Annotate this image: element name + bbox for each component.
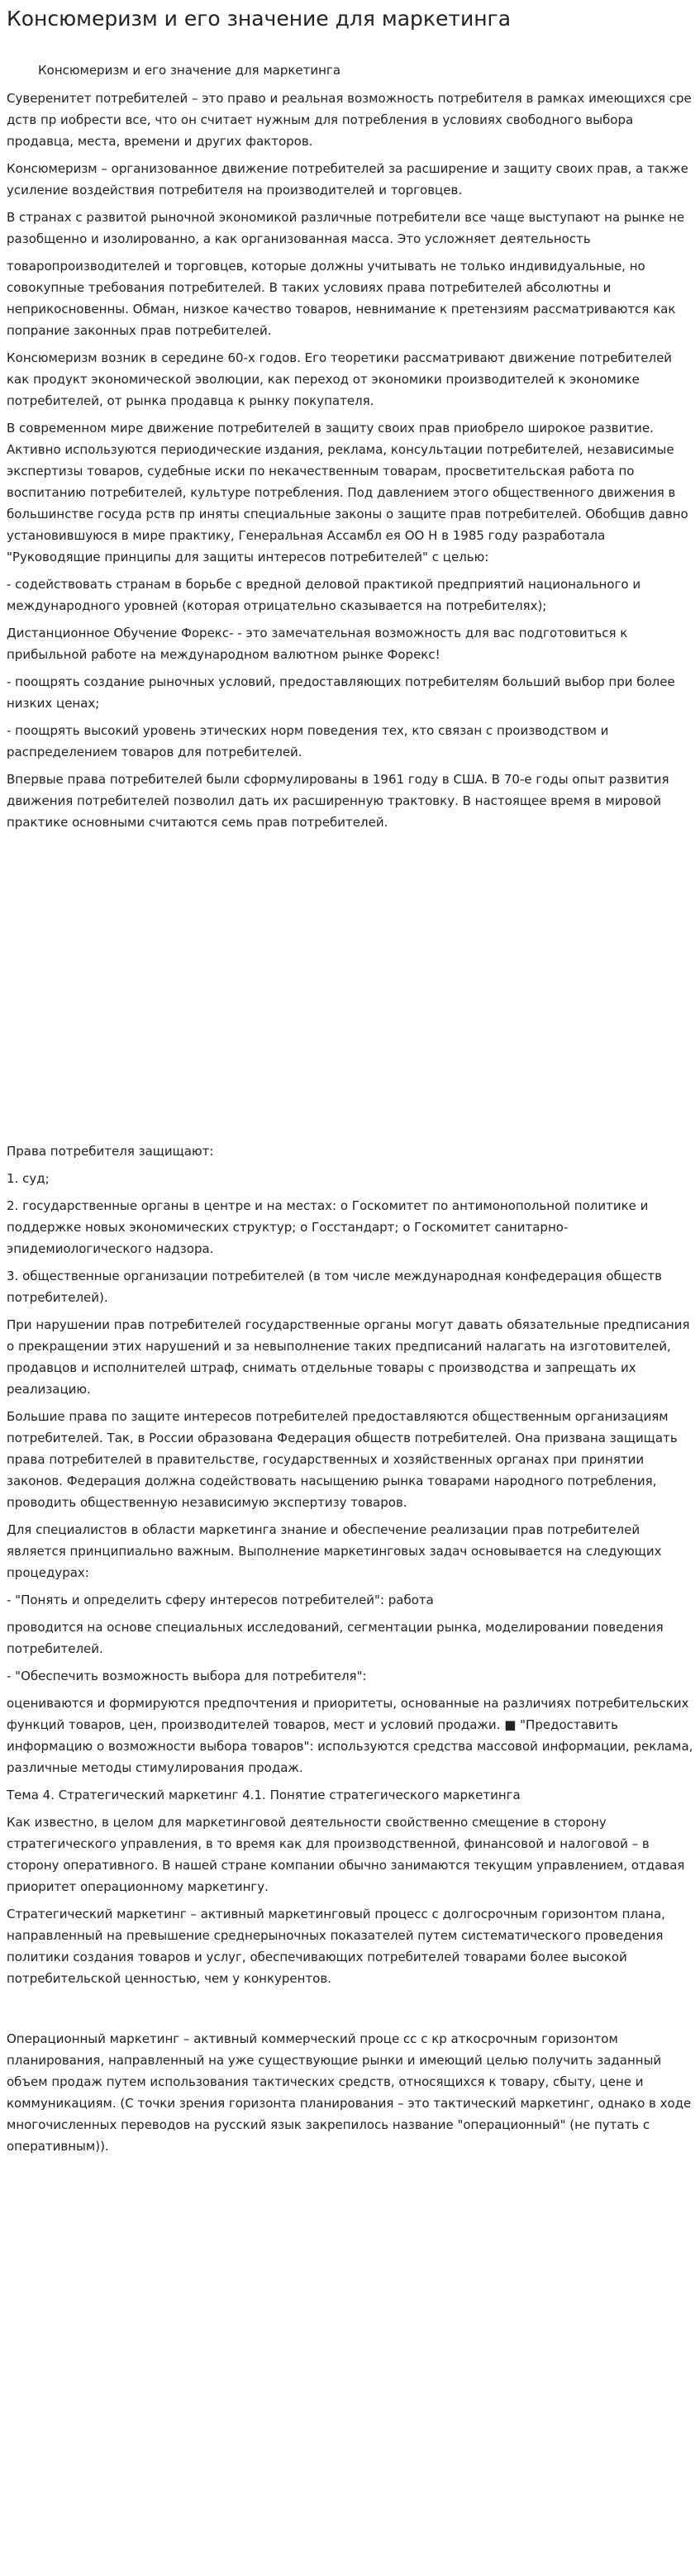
paragraph: - "Понять и определить сферу интересов потребителей": работа — [7, 1593, 434, 1607]
paragraph: - "Обеспечить возможность выбора для потребителя": — [7, 1669, 367, 1683]
paragraph: оцениваются и формируются предпочтения и приоритеты, основанные на различиях потребительских функций товаров, цен, производителей товаров, мест и условий продажи. ■ "Предоставить информацию о возможности выбора товаров": используются средства массовой информации, реклама, различные методы стимулирования продаж. — [7, 1696, 693, 1775]
paragraph: При нарушении прав потребителей государственные органы могут давать обязательные предписания о прекращении этих нарушений и за невыполнение таких предписаний налагать на изготовителей, продавцов и исполнителей штраф, снимать отдельные товары с производства и запрещать их реализацию. — [7, 1317, 690, 1397]
paragraph: Впервые права потребителей были сформулированы в 1961 году в США. В 70-е годы опыт развития движения потребителей позволил дать их расширенную трактовку. В настоящее время в мировой практике основными считаются семь прав потребителей. — [7, 772, 669, 830]
paragraph: Для специалистов в области маркетинга знание и обеспечение реализации прав потребителей является принципиально важным. Выполнение маркетинговых задач основывается на следующих процедурах: — [7, 1522, 662, 1580]
section-intro — [7, 88, 693, 833]
list-item: - поощрять высокий уровень этических норм поведения тех, кто связан с производством и распределением товаров для потребителей. — [7, 723, 609, 759]
paragraph: товаропроизводителей и торговцев, которые должны учитывать не только индивидуальные, но совокупные требования потребителей. В таких условиях права потребителей абсолютны и неприкосновенны. Обман, низкое качество товаров, невнимание к претензиям рассматриваются как попрание законных прав потребителей. — [7, 259, 676, 338]
page-title: Консюмеризм и его значение для маркетинга — [7, 7, 512, 31]
paragraph: Суверенитет потребителей – это право и реальная возможность потребителя в рамках имеющихся сре дств пр иобрести все, что он считает нужным для потребления в условиях свободного выбора продавца, места, времени и других факторов. — [7, 91, 692, 149]
paragraph: В странах с развитой рыночной экономикой различные потребители все чаще выступают на рынке не разобщенно и изолированно, а как организованная масса. Это усложняет деятельность — [7, 210, 685, 246]
paragraph: Консюмеризм – организованное движение потребителей за расширение и защиту своих прав, а также усиление воздействия потребителя на производителей и торговцев. — [7, 161, 688, 198]
paragraph: Операционный маркетинг – активный коммерческий проце сс с кр аткосрочным горизонтом планирования, направленный на уже существующие рынки и имеющий целью получить заданный объем продаж путем использования тактических средств, относящихся к товару, сбыту, цене и коммуникациям. (С точки зрения горизонта планирования – это тактический маркетинг, однако в ходе многочисленных переводов на русский язык закрепилось название "операционный" (не путать с оперативным)). — [7, 2031, 692, 2154]
paragraph: проводится на основе специальных исследований, сегментации рынка, моделировании поведения потребителей. — [7, 1620, 664, 1656]
paragraph: Стратегический маркетинг – активный маркетинговый процесс с долгосрочным горизонтом плана, направленный на превышение среднерыночных показателей путем систематического проведения политики создания товаров и услуг, обеспечивающих потребителей товарами более высокой потребительской ценностью, чем у конкурентов. — [7, 1907, 665, 1986]
section-operational — [7, 2028, 693, 2157]
list-item: 1. суд; — [7, 1171, 50, 1186]
blank-space — [7, 839, 693, 1140]
list-item: 3. общественные организации потребителей (в том числе международная конфедерация обществ потребителей). — [7, 1269, 662, 1305]
paragraph: Права потребителя защищают: — [7, 1144, 214, 1159]
paragraph: Консюмеризм возник в середине 60-х годов. Его теоретики рассматривают движение потребителей как продукт экономической эволюции, как переход от экономики производителей к экономике потребителей, от рынка продавца к рынку покупателя. — [7, 350, 673, 408]
blank-space — [7, 1995, 693, 2028]
paragraph: Большие права по защите интересов потребителей предоставляются общественным организациям потребителей. Так, в России образована Федерация обществ потребителей. Она призвана защищать права потребителей в правительстве, государственных и хозяйственных органах при принятии законов. Федерация должна содействовать насыщению рынка товарами народного потребления, проводить общественную независимую экспертизу товаров. — [7, 1409, 678, 1510]
list-item: 2. государственные органы в центре и на местах: о Госкомитет по антимонопольной политике и поддержке новых экономических структур; о Госстандарт; о Госкомитет санитарно-эпидемиологического надзора. — [7, 1198, 649, 1256]
list-item: - поощрять создание рыночных условий, предоставляющих потребителям больший выбор при более низких ценах; — [7, 674, 675, 711]
section-heading: Тема 4. Стратегический маркетинг 4.1. Понятие стратегического маркетинга — [7, 1788, 521, 1802]
ad-paragraph: Дистанционное Обучение Форекс- - это замечательная возможность для вас подготовиться к прибыльной работе на международном валютном рынке Форекс! — [7, 626, 628, 662]
section-consumer-rights — [7, 1140, 693, 1989]
paragraph: В современном мире движение потребителей в защиту своих прав приобрело широкое развитие. Активно используются периодические издания, реклама, консультации потребителей, независимые экспертизы товаров, судебные иски по некачественным товарам, просветительская работа по воспитанию потребителей, культуре потребления. Под давлением этого общественного движения в большинстве госуда рств пр иняты специальные законы о защите прав потребителей. Обобщив давно установившуюся в мире практику, Генеральная Ассамбл ея ОО Н в 1985 году разработала "Руководящие принципы для защиты интересов потребителей" с целью: — [7, 421, 688, 564]
list-item: - содействовать странам в борьбе с вредной деловой практикой предприятий национального и международного уровней (которая отрицательно сказывается на потребителях); — [7, 577, 641, 613]
article-subtitle: Консюмеризм и его значение для маркетинга — [38, 63, 341, 78]
paragraph: Как известно, в целом для маркетинговой деятельности свойственно смещение в сторону стратегического управления, в то время как для производственной, финансовой и налоговой – в сторону оперативного. В нашей стране компании обычно занимаются текущим управлением, отдавая приоритет операционному маркетингу. — [7, 1815, 685, 1894]
